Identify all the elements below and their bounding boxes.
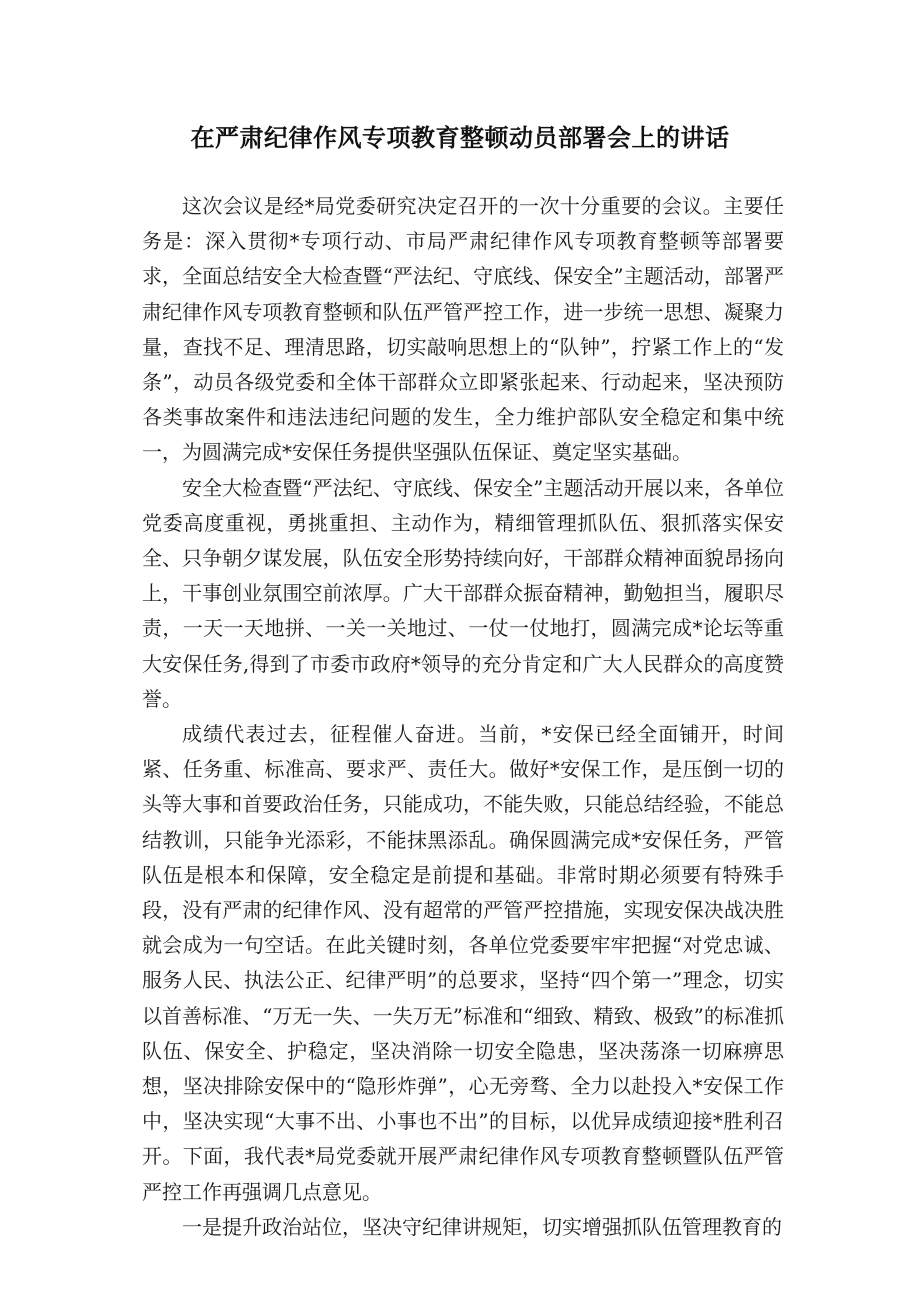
paragraph: 成绩代表过去，征程催人奋进。当前，*安保已经全面铺开，时间紧、任务重、标准高、要求严、责任大。做好*安保工作，是压倒一切的头等大事和首要政治任务，只能成功，不能失败，只能总结经验，不能总结教训，只能争光添彩，不能抹黑添乱。确保圆满完成*安保任务，严管队伍是根本和保障，安全稳定是前提和基础。非常时期必须要有特殊手段，没有严肃的纪律作风、没有超常的严管严控措施，实现安保决战决胜就会成为一句空话。在此关键时刻，各单位党委要牢牢把握“对党忠诚、服务人民、执法公正、纪律严明”的总要求，坚持“四个第一”理念，切实以首善标准、“万无一失、一失万无”标准和“细致、精致、极致”的标准抓队伍、保安全、护稳定，坚决消除一切安全隐患，坚决荡涤一切麻痹思想，坚决排除安保中的“隐形炸弹”，心无旁骛、全力以赴投入*安保工作中，坚决实现“大事不出、小事也不出”的目标，以优异成绩迎接*胜利召开。下面，我代表*局党委就开展严肃纪律作风专项教育整顿暨队伍严管严控工作再强调几点意见。 <box>142 722 784 1204</box>
paragraph: 一是提升政治站位，坚决守纪律讲规矩，切实增强抓队伍管理教育的 <box>182 1214 782 1239</box>
document-body <box>142 189 784 1245</box>
paragraph: 安全大检查暨“严法纪、守底线、保安全”主题活动开展以来，各单位党委高度重视，勇挑重担、主动作为，精细管理抓队伍、狠抓落实保安全、只争朝夕谋发展，队伍安全形势持续向好，干部群众精神面貌昂扬向上，干事创业氛围空前浓厚。广大干部群众振奋精神，勤勉担当，履职尽责，一天一天地拼、一关一关地过、一仗一仗地打，圆满完成*论坛等重大安保任务,得到了市委市政府*领导的充分肯定和广大人民群众的高度赞誉。 <box>142 475 784 711</box>
paragraph: 这次会议是经*局党委研究决定召开的一次十分重要的会议。主要任务是：深入贯彻*专项行动、市局严肃纪律作风专项教育整顿等部署要求，全面总结安全大检查暨“严法纪、守底线、保安全”主题活动，部署严肃纪律作风专项教育整顿和队伍严管严控工作，进一步统一思想、凝聚力量，查找不足、理清思路，切实敲响思想上的“队钟”，拧紧工作上的“发条”，动员各级党委和全体干部群众立即紧张起来、行动起来，坚决预防各类事故案件和违法违纪问题的发生，全力维护部队安全稳定和集中统一，为圆满完成*安保任务提供坚强队伍保证、奠定坚实基础。 <box>142 194 784 465</box>
document-title: 在严肃纪律作风专项教育整顿动员部署会上的讲话 <box>190 124 730 152</box>
